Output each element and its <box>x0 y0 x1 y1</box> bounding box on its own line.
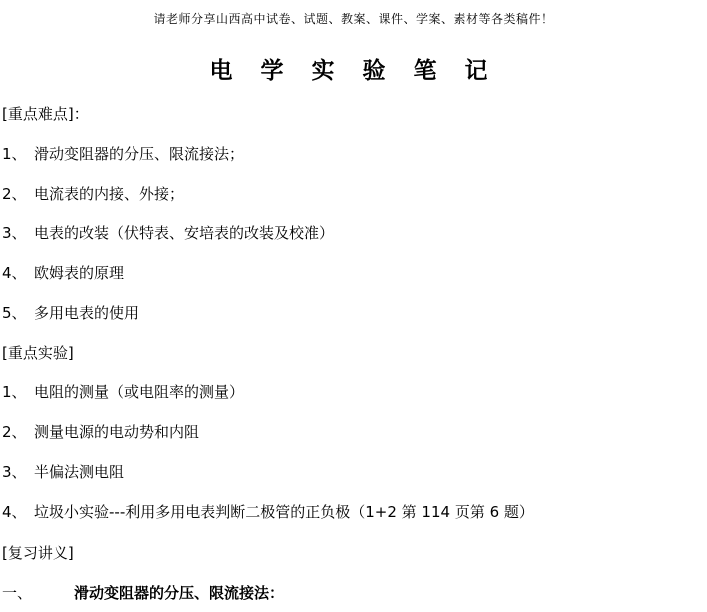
section-label-review-notes: [复习讲义] <box>2 544 74 562</box>
item-text: 电表的改装（伏特表、安培表的改装及校准） <box>34 224 335 242</box>
item-text: 垃圾小实验---利用多用电表判断二极管的正负极（1+2 第 114 页第 6 题） <box>34 503 534 521</box>
item-number: 2、 <box>2 185 27 203</box>
item-text: 电流表的内接、外接； <box>34 185 185 203</box>
header-note: 请老师分享山西高中试卷、试题、教案、课件、学案、素材等各类稿件！ <box>153 12 554 26</box>
item-number: 1、 <box>2 145 27 163</box>
item-text: 半偏法测电阻 <box>34 463 125 481</box>
item-number: 1、 <box>2 383 27 401</box>
item-number: 一、 <box>2 584 33 602</box>
item-number: 2、 <box>2 423 27 441</box>
section-label-key-points: [重点难点]： <box>2 105 89 123</box>
item-number: 5、 <box>2 304 27 322</box>
item-text: 电阻的测量（或电阻率的测量） <box>34 383 245 401</box>
list-item <box>2 502 534 522</box>
list-item <box>2 223 334 243</box>
item-number: 3、 <box>2 463 27 481</box>
item-text: 测量电源的电动势和内阻 <box>34 423 200 441</box>
item-number: 4、 <box>2 264 27 282</box>
list-item <box>2 382 244 402</box>
item-text: 欧姆表的原理 <box>34 264 125 282</box>
list-item <box>2 422 199 442</box>
list-item <box>2 303 139 323</box>
item-text: 滑动变阻器的分压、限流接法； <box>34 145 245 163</box>
item-number: 3、 <box>2 224 27 242</box>
list-item <box>2 263 124 283</box>
item-number: 4、 <box>2 503 27 521</box>
list-item <box>2 462 124 482</box>
list-item <box>2 184 184 204</box>
section-label-key-experiments: [重点实验] <box>2 344 74 362</box>
item-text: 滑动变阻器的分压、限流接法： <box>74 584 285 602</box>
list-item <box>2 144 244 164</box>
list-item <box>2 583 284 603</box>
item-text: 多用电表的使用 <box>34 304 140 322</box>
page-title: 电 学 实 验 笔 记 <box>209 58 498 84</box>
